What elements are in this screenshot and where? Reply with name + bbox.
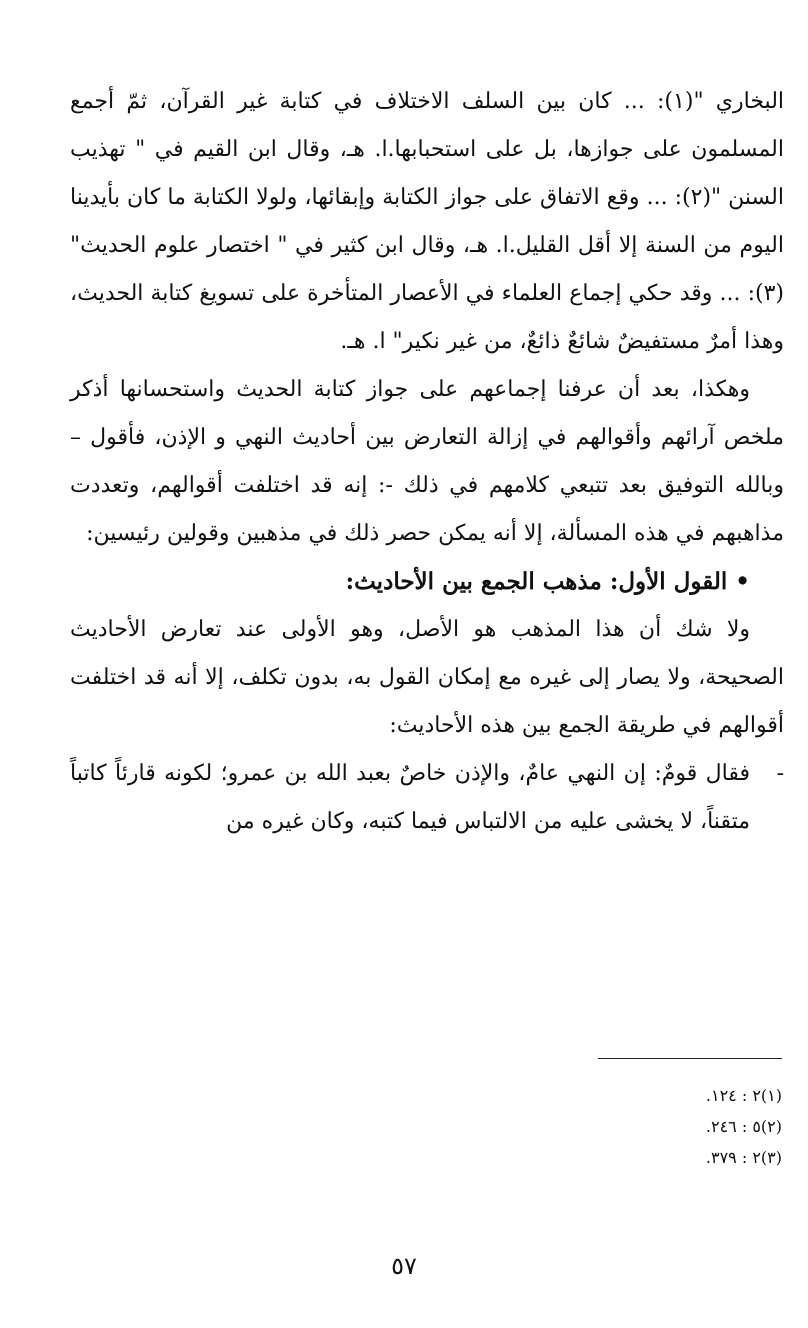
page-number: ٥٧ <box>391 1252 417 1280</box>
paragraph-1: البخاري "(١): ... كان بين السلف الاختلاف في كتابة غير القرآن، ثمّ أجمع المسلمون على جوازها، بل على استحبابها.ا. هـ، وقال ابن القيم في " تهذيب السنن "(٢): ... وقع الاتفاق على جواز الكتابة وإبقائها، ولولا الكتابة ما كان بأيدينا اليوم من السنة إلا أقل القليل.ا. هـ، وقال ابن كثير في " اختصار علوم الحديث"(٣): ... وقد حكي إجماع العلماء في الأعصار المتأخرة على تسويغ كتابة الحديث، وهذا أمرٌ مستفيضٌ شائعٌ ذائعٌ، من غير نكير" ا. هـ. <box>70 89 785 354</box>
list-item-text: فقال قومٌ: إن النهي عامٌ، والإذن خاصٌ بعبد الله بن عمرو؛ لكونه قارئاً كاتباً متقناً، لا يخشى عليه من الالتباس فيما كتبه، وكان غيره من <box>70 761 750 834</box>
main-text <box>70 78 784 846</box>
footnote-1: (١)٢ : ١٢٤. <box>705 1086 782 1105</box>
footnote-2: (٢)٥ : ٢٤٦. <box>705 1117 782 1136</box>
paragraph-3: ولا شك أن هذا المذهب هو الأصل، وهو الأولى عند تعارض الأحاديث الصحيحة، ولا يصار إلى غيره مع إمكان القول به، بدون تكلف، إلا أنه قد اختلفت أقوالهم في طريقة الجمع بين هذه الأحاديث: <box>70 617 784 738</box>
footnotes <box>560 1080 782 1173</box>
section-heading: • القول الأول: مذهب الجمع بين الأحاديث: <box>345 568 750 595</box>
paragraph-2: وهكذا، بعد أن عرفنا إجماعهم على جواز كتابة الحديث واستحسانها أذكر ملخص آرائهم وأقوالهم في إزالة التعارض بين أحاديث النهي و الإذن، فأقول – وبالله التوفيق بعد تتبعي كلامهم في ذلك -: إنه قد اختلفت أقوالهم، وتعددت مذاهبهم في هذه المسألة، إلا أنه يمكن حصر ذلك في مذهبين وقولين رئيسين: <box>70 377 784 546</box>
footnote-3: (٣)٢ : ٣٧٩. <box>705 1148 782 1167</box>
list-dash: - <box>776 761 784 786</box>
list-item <box>70 750 784 846</box>
footnote-divider <box>598 1058 782 1059</box>
